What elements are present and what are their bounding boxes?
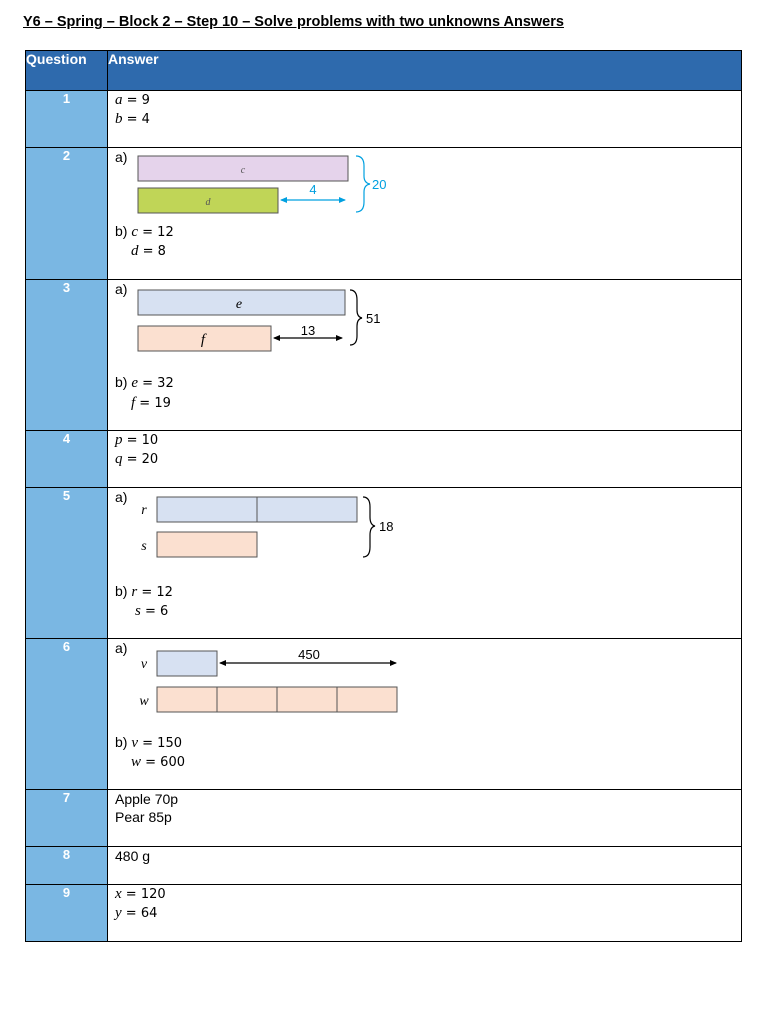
variable: v [131,735,139,751]
value: = 4 [122,112,150,127]
bar-v [157,651,217,676]
value: = 12 [138,225,174,240]
variable: s [135,603,141,619]
bar-f-label: f [200,332,206,348]
answer-cell [108,431,742,488]
variable: b [115,111,123,127]
label-v: v [140,657,148,672]
value: = 20 [122,452,159,467]
part-a-label: a) [115,489,128,505]
answer-cell [108,885,742,942]
value: = 8 [138,244,166,259]
brace [356,156,370,212]
variable: f [131,395,136,411]
answer-line: 480 g [115,848,151,864]
part-b-label: b) [115,223,128,239]
variable: x [115,886,122,902]
value: = 150 [138,736,182,751]
answer-cell [108,91,742,148]
total-label: 18 [379,519,394,534]
variable: e [131,375,139,391]
value: = 12 [137,585,173,600]
part-a-label: a) [115,640,128,656]
question-number: 2 [26,148,108,280]
part-b-label: b) [115,374,128,390]
bar-w-part [217,687,277,712]
value: = 10 [122,433,159,448]
label-r: r [141,503,147,518]
header-row [26,51,742,91]
part-b-label: b) [115,734,128,750]
answer-cell [108,847,742,885]
answer-cell [108,639,742,790]
header-answer: Answer [108,51,742,91]
difference-label: 13 [300,323,316,338]
table-row [26,885,742,942]
variable: d [131,243,139,259]
page-title: Y6 – Spring – Block 2 – Step 10 – Solve problems with two unknowns Answers [23,14,564,30]
bar-r-part [257,497,357,522]
variable: c [131,224,139,240]
variable: w [131,754,142,770]
answer-cell [108,280,742,431]
value: = 120 [121,887,166,902]
header-question: Question [26,51,108,91]
bar-s [157,532,257,557]
brace [350,290,362,345]
bar-w-part [337,687,397,712]
part-a-label: a) [115,149,128,165]
variable: a [115,92,123,108]
part-a-label: a) [115,281,128,297]
table-row [26,847,742,885]
value: = 6 [140,604,169,619]
table-row [26,488,742,639]
answer-cell [108,488,742,639]
table-row [26,790,742,847]
part-b-label: b) [115,583,128,599]
table-row [26,639,742,790]
answers-table [25,50,742,942]
bar-c-label: c [240,165,246,176]
answer-cell [108,148,742,280]
table-row [26,431,742,488]
table-row [26,91,742,148]
value: = 9 [122,93,150,108]
answer-cell [108,790,742,847]
variable: p [115,432,123,448]
question-number: 3 [26,280,108,431]
answer-line: Apple 70p [115,791,179,807]
difference-label: 450 [298,647,320,662]
bar-r-part [157,497,257,522]
table-row [26,280,742,431]
answer-line: Pear 85p [115,809,172,825]
label-s: s [141,539,147,554]
question-number: 6 [26,639,108,790]
difference-label: 4 [309,182,317,197]
bar-model-diagram [108,280,738,431]
table-row [26,148,742,280]
value: = 32 [138,376,174,391]
bar-w-part [277,687,337,712]
question-number: 4 [26,431,108,488]
bar-w-part [157,687,217,712]
label-w: w [139,694,149,709]
bar-model-diagram [108,148,738,280]
question-number: 8 [26,847,108,885]
question-number: 1 [26,91,108,148]
question-number: 7 [26,790,108,847]
question-number: 5 [26,488,108,639]
bar-e-label: e [235,297,243,312]
total-label: 51 [366,311,381,326]
value: = 19 [135,396,171,411]
question-number: 9 [26,885,108,942]
value: = 64 [121,906,158,921]
bar-d-label: d [205,197,211,208]
variable: y [115,905,122,921]
value: = 600 [141,755,185,770]
bar-model-diagram [108,488,738,639]
total-label: 20 [372,177,387,192]
brace [363,497,375,557]
variable: q [115,451,123,467]
bar-model-diagram [108,639,738,790]
variable: r [131,584,138,600]
